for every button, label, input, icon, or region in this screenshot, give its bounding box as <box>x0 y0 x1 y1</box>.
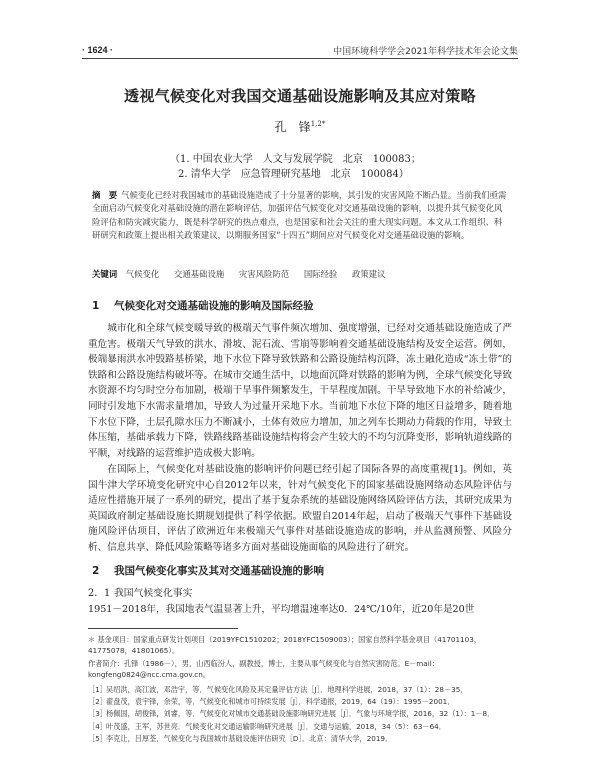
keyword: 交通基础设施 <box>173 269 225 279</box>
footnote-rule <box>88 628 238 629</box>
author-superscript: 1,2* <box>310 120 326 128</box>
abstract <box>92 189 508 243</box>
reference-text: 杨佩国，胡俊锋，刘睿，等．气候变化对城市交通基础设施影响研究进展［J］．气象与环境学报，2016，32（1）：1－8． <box>106 709 495 719</box>
header-rule <box>82 58 518 59</box>
keyword: 政策建议 <box>351 269 386 279</box>
subsection-number: 2．1 <box>88 588 111 599</box>
reference-number: ［1］ <box>88 685 107 694</box>
section-number: 1 <box>92 300 100 312</box>
reference-text: 吴绍洪，高江波，邓浩宇，等．气候变化风险及其定量评估方法［J］．地理科学进展，2018，37（1）：28－35． <box>106 685 468 694</box>
footnote-author-bio: 作者简介：孔锋（1986－），男，山西临汾人，副教授，博士，主要从事气候变化与自然灾害防范。E－mail：kongfeng0824@ncc.cma.gov.cn。 <box>88 659 439 680</box>
reference-item <box>88 684 512 696</box>
journal-name: 中国环境科学学会2021年科学技术年会论文集 <box>333 46 518 57</box>
reference-number: ［2］ <box>88 697 107 707</box>
keyword: 国际经验 <box>303 269 338 279</box>
paper-title: 透视气候变化对我国交通基础设施影响及其应对策略 <box>124 87 476 105</box>
running-header <box>82 43 518 57</box>
affiliation-1: （1. 中国农业大学 人文与发展学院 北京 100083； <box>170 154 421 165</box>
keywords-label: 关键词 <box>92 269 118 279</box>
section-number: 2 <box>92 565 100 577</box>
reference-item <box>88 733 512 745</box>
footnote-funding: ＊ 基金项目：国家重点研发计划项目（2019YFC1510202；2018YFC1509003）；国家自然科学基金项目（41701103，41775078，41801065）。 <box>88 635 481 656</box>
page-number: · 1624 · <box>82 45 114 55</box>
subsection-heading <box>88 585 192 599</box>
affiliation-2: 2. 清华大学 应急管理研究基地 北京 100084） <box>178 169 409 180</box>
body-paragraph-3: 1951－2018年，我国地表气温显著上升，平均增温速率达0．24℃/10年，近20年是20世 <box>88 604 475 615</box>
abstract-text: 气候变化已经对我国城市的基础设施造成了十分显著的影响，其引发的灾害风险不断凸显。当前我们亟需全面启动气候变化对基础设施的潜在影响评估，加强评估气候变化对交通基础设施的影响，以提升其气候变化风险评估和防灾减灾能力，既是科学研究的热点难点，也是国家和社会关注的重大现实问题。本文从工作组织、科研研究和政策上提出相关政策建议，以期服务国家“十四五”期间应对气候变化对交通基础设施的影响。 <box>92 190 507 241</box>
reference-text: 翟盘茂，袁宇锋，余荣，等．气候变化和城市可持续发展［J］．科学通报，2019，64（19）：1995－2001． <box>106 697 455 707</box>
reference-item <box>88 708 512 720</box>
author-line <box>0 118 600 135</box>
body-paragraph-2: 在国际上，气候变化对基础设施的影响评价问题已经引起了国际各界的高度重视[1]。例如，英国牛津大学环境变化研究中心自2012年以来，针对气候变化下的国家基础设施网络动态风险评估与适应性措施开展了一系列的研究，提出了基于复杂系统的基础设施网络风险评估方法，其研究成果为英国政府制定基础设施长期规划提供了科学依据。欧盟自2014年起，启动了极端天气事件下基础设施风险评估项目，评估了欧洲近年来极端天气事件对基础设施造成的影响，并从监测预警、风险分析、信息共享、降低风险策略等诸多方面对基础设施面临的风险进行了研究。 <box>88 464 512 553</box>
reference-item <box>88 696 512 708</box>
reference-number: ［4］ <box>88 721 107 731</box>
reference-number: ［5］ <box>88 733 107 743</box>
keyword: 气候变化 <box>125 269 160 279</box>
section-heading-1 <box>92 298 314 313</box>
section-title: 我国气候变化事实及其对交通基础设施的影响 <box>114 565 324 577</box>
abstract-label: 摘 要 <box>92 190 118 200</box>
reference-item <box>88 721 512 733</box>
reference-text: 叶茂盛，王军，苏世亮．气候变化对交通运输影响研究进展［J］．交通与运输，2018，34（5）：63－64． <box>106 721 446 731</box>
author-name: 孔 锋 <box>274 120 311 134</box>
section-title: 气候变化对交通基础设施的影响及国际经验 <box>114 300 314 312</box>
subsection-title: 我国气候变化事实 <box>114 588 193 599</box>
keyword: 灾害风险防范 <box>238 269 290 279</box>
reference-list <box>88 684 512 745</box>
section-heading-2 <box>92 563 324 578</box>
reference-text: 李克让，吕厚荃．气候变化与我国城市基础设施评估研究［D］．北京：清华大学，2019． <box>106 733 393 743</box>
reference-number: ［3］ <box>88 709 107 719</box>
keywords <box>92 268 508 280</box>
body-paragraph-1: 城市化和全球气候变暖导致的极端天气事件频次增加、强度增强，已经对交通基础设施造成了严重危害。极端天气导致的洪水、滑坡、泥石流、雪崩等影响着交通基础设施结构及安全运营。例如，极端暴雨洪水冲毁路基桥梁，地下水位下降导致铁路和公路设施结构沉降，冻土融化造成“冻土带”的铁路和公路设施结构破坏等。在城市交通生活中，以地面沉降对铁路的影响为例，全球气候变化导致水资源不均匀时空分布加剧，极端干旱事件频繁发生，干旱程度加剧。干旱导致地下水的补给减少，同时引发地下水需求量增加，导致人为过量开采地下水。当前地下水位下降的地区日益增多，随着地下水位下降，土层孔隙水压力不断减小，土体有效应力增加，加之列车长期动力荷载的作用，导致土体压缩，基础承载力下降，铁路线路基础设施结构将会产生较大的不均匀沉降变形，影响轨道线路的平顺，对线路的运营维护造成极大影响。 <box>88 323 512 459</box>
